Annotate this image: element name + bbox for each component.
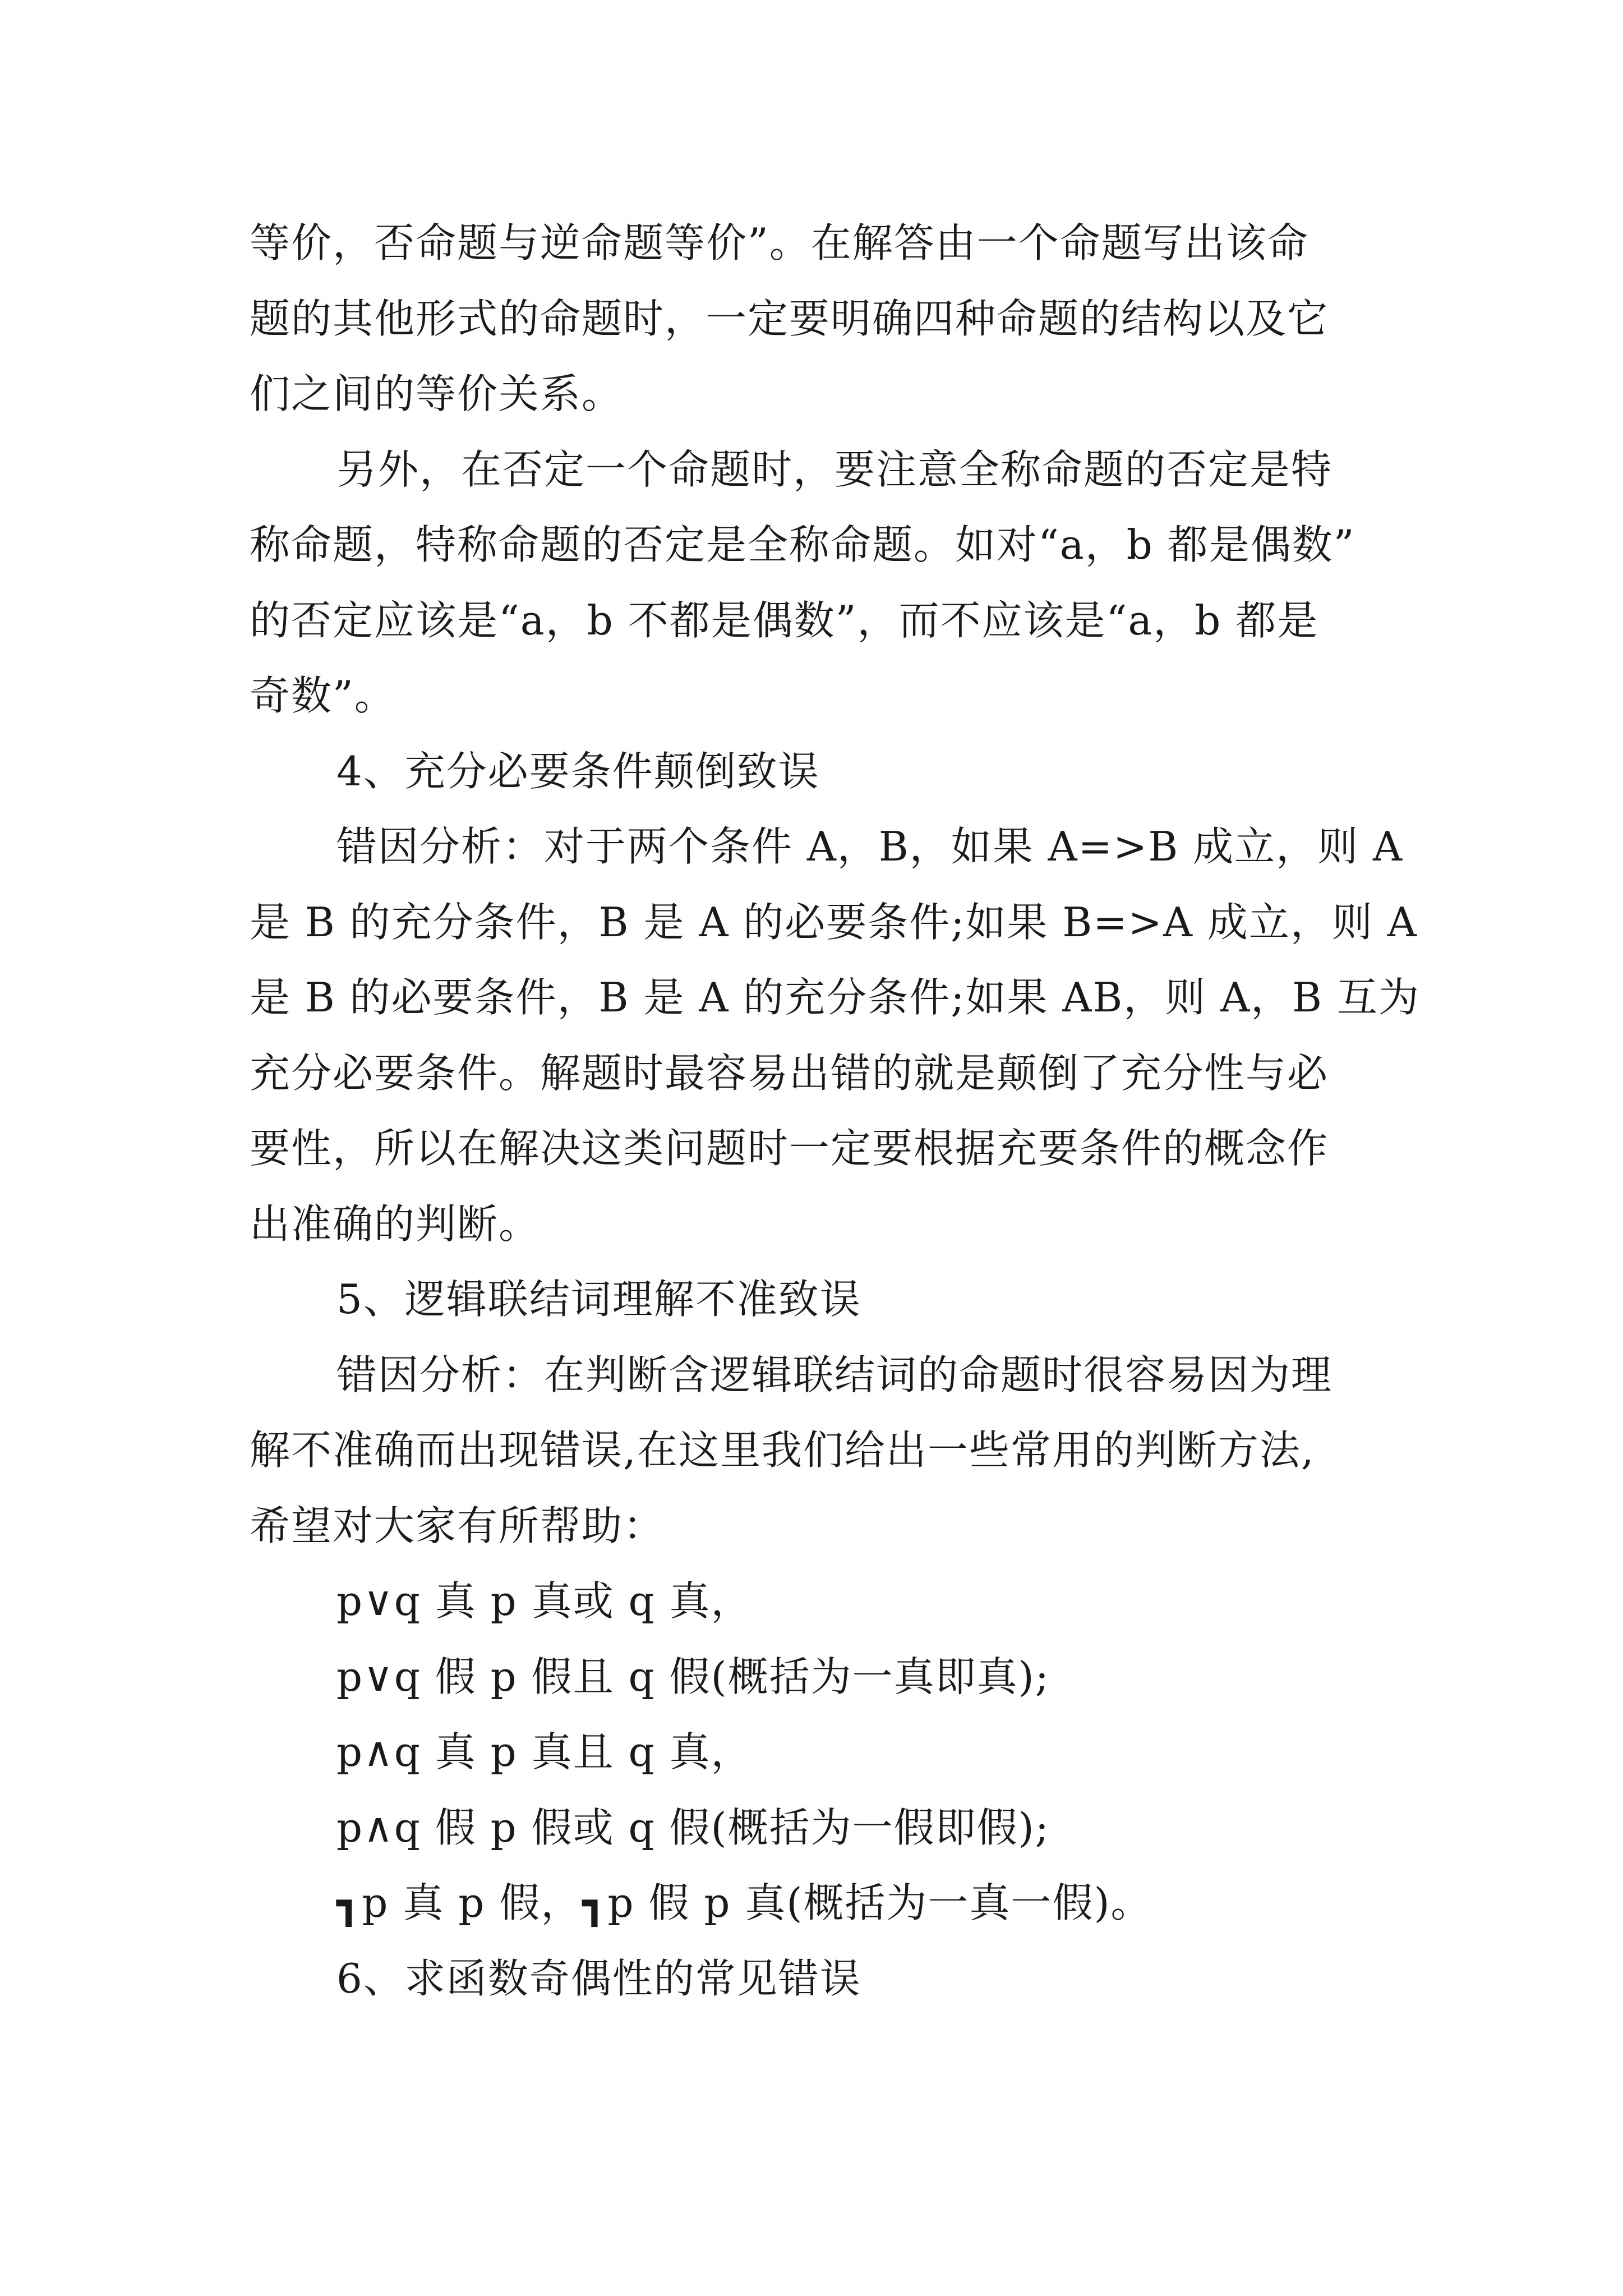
paragraph-line: 是 B 的充分条件，B 是 A 的必要条件;如果 B=>A 成立，则 A — [250, 899, 1418, 946]
logic-rule-line: p∧q 假 p 假或 q 假(概括为一假即假); — [336, 1804, 1050, 1851]
paragraph-line: 出准确的判断。 — [250, 1200, 541, 1248]
paragraph-line: 解不准确而出现错误,在这里我们给出一些常用的判断方法, — [250, 1427, 1315, 1474]
logic-rule-line: p∨q 真 p 真或 q 真， — [336, 1577, 753, 1625]
paragraph-line: 错因分析：对于两个条件 A，B，如果 A=>B 成立，则 A — [336, 823, 1404, 870]
paragraph-line: 希望对大家有所帮助： — [250, 1502, 665, 1549]
paragraph-line: 称命题，特称命题的否定是全称命题。如对“a，b 都是偶数” — [250, 521, 1355, 568]
paragraph-line: 奇数”。 — [250, 672, 396, 719]
section-heading: 6、求函数奇偶性的常见错误 — [336, 1955, 861, 2002]
paragraph-line: 题的其他形式的命题时，一定要明确四种命题的结构以及它 — [250, 295, 1329, 342]
paragraph-line: 等价，否命题与逆命题等价”。在解答由一个命题写出该命 — [250, 219, 1309, 266]
section-heading: 5、逻辑联结词理解不准致误 — [336, 1276, 861, 1323]
paragraph-line: 的否定应该是“a，b 不都是偶数”，而不应该是“a，b 都是 — [250, 597, 1319, 644]
section-heading: 4、充分必要条件颠倒致误 — [336, 748, 820, 795]
logic-rule-line: ┓p 真 p 假，┓p 假 p 真(概括为一真一假)。 — [336, 1879, 1152, 1926]
paragraph-line: 是 B 的必要条件，B 是 A 的充分条件;如果 AB，则 A，B 互为 — [250, 974, 1420, 1021]
paragraph-line: 充分必要条件。解题时最容易出错的就是颠倒了充分性与必 — [250, 1050, 1329, 1097]
paragraph-line: 们之间的等价关系。 — [250, 370, 624, 417]
paragraph-line: 要性，所以在解决这类问题时一定要根据充要条件的概念作 — [250, 1125, 1329, 1172]
logic-rule-line: p∧q 真 p 真且 q 真， — [336, 1728, 753, 1775]
logic-rule-line: p∨q 假 p 假且 q 假(概括为一真即真); — [336, 1653, 1050, 1700]
paragraph-line: 另外，在否定一个命题时，要注意全称命题的否定是特 — [336, 446, 1333, 493]
paragraph-line: 错因分析：在判断含逻辑联结词的命题时很容易因为理 — [336, 1351, 1333, 1398]
